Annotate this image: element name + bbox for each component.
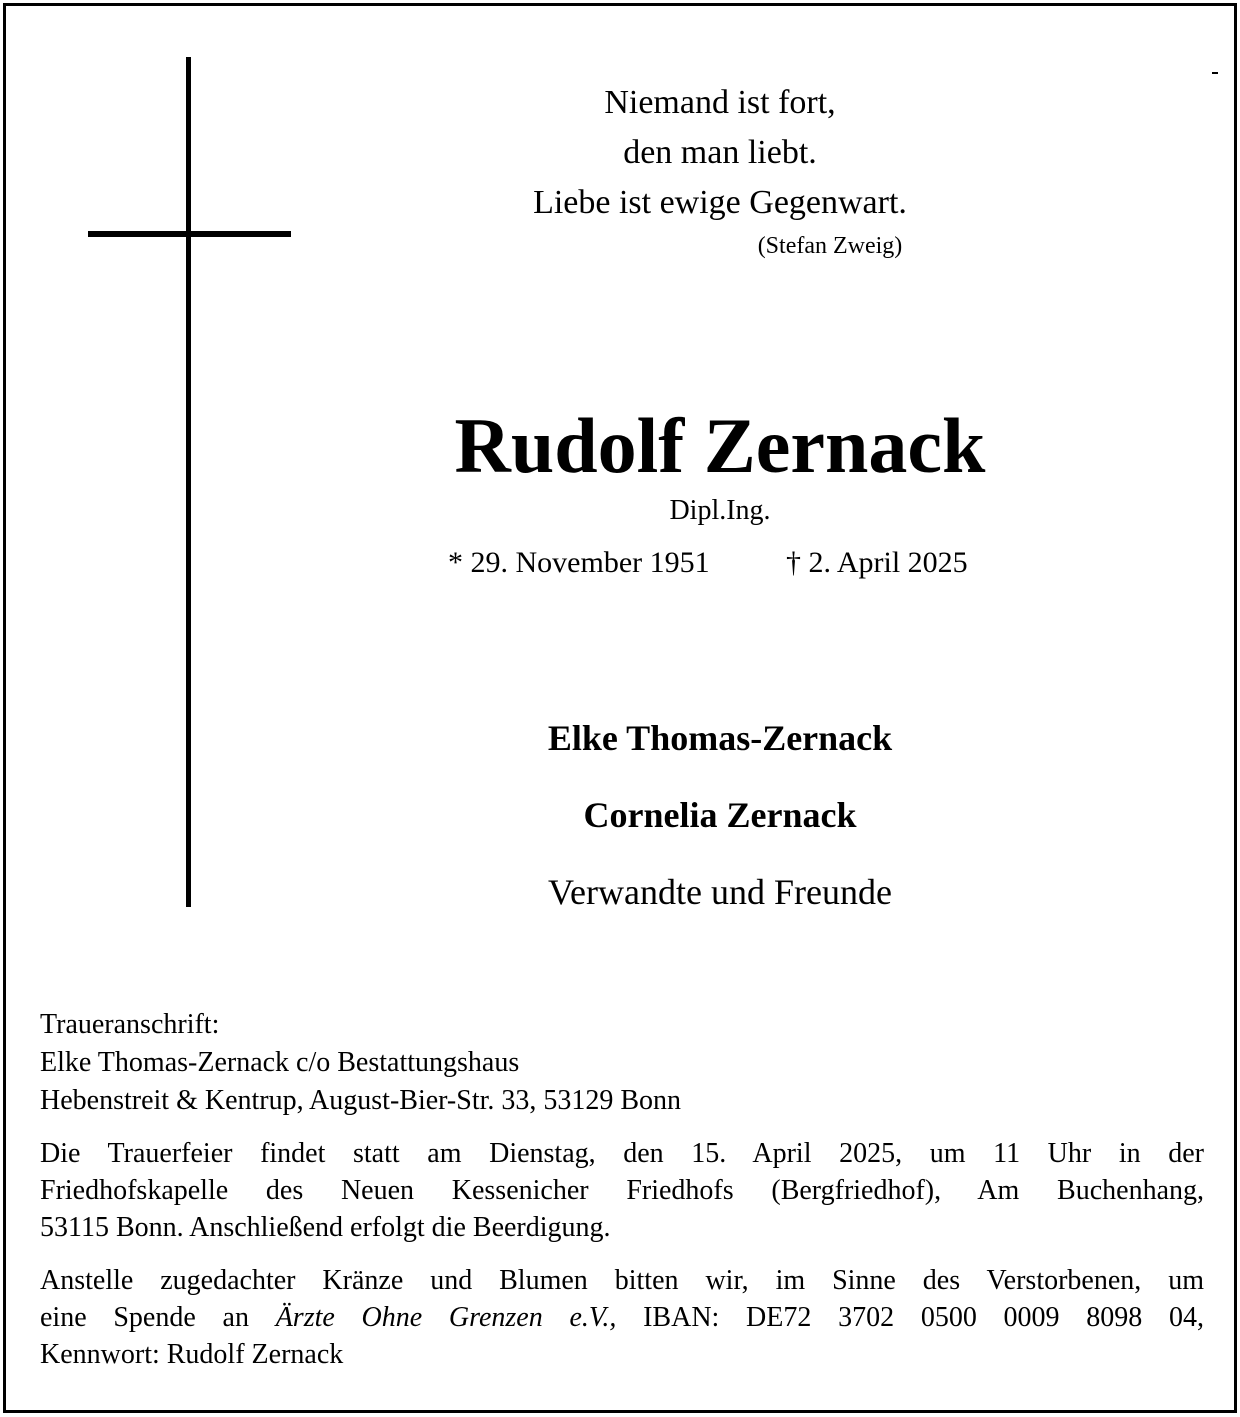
- donation-line: Kennwort: Rudolf Zernack: [40, 1339, 344, 1370]
- mourner-name: Cornelia Zernack: [583, 795, 857, 835]
- address-line: Elke Thomas-Zernack c/o Bestattungshaus: [40, 1047, 520, 1078]
- donation-paragraph: [40, 1262, 1204, 1373]
- mourner-name: Elke Thomas-Zernack: [547, 718, 893, 758]
- ceremony-line: Die Trauerfeier findet statt am Dienstag, den 15. April 2025, um 11 Uhr in der: [40, 1138, 1204, 1169]
- quote-line: Niemand ist fort,: [604, 84, 836, 121]
- address-line: Hebenstreit & Kentrup, August-Bier-Str. 33, 53129 Bonn: [40, 1085, 682, 1116]
- address-label: Traueranschrift:: [40, 1009, 220, 1040]
- deceased-name: Rudolf Zernack: [454, 402, 986, 489]
- ceremony-line: 53115 Bonn. Anschließend erfolgt die Beerdigung.: [40, 1212, 611, 1243]
- death-date: † 2. April 2025: [786, 546, 968, 579]
- ceremony-line: Friedhofskapelle des Neuen Kessenicher Friedhofs (Bergfriedhof), Am Buchenhang,: [40, 1175, 1204, 1206]
- quote-author: (Stefan Zweig): [757, 233, 903, 259]
- quote-line: den man liebt.: [623, 134, 817, 171]
- cross-icon: [186, 57, 191, 907]
- donation-prefix: eine Spende an: [40, 1302, 249, 1333]
- quote: [440, 78, 1000, 228]
- print-mark: [1212, 72, 1218, 74]
- mourning-address: [40, 1006, 1040, 1120]
- quote-line: Liebe ist ewige Gegenwart.: [533, 184, 907, 221]
- birth-date: * 29. November 1951: [448, 546, 710, 579]
- donation-line: [40, 1299, 1204, 1336]
- donation-line: Anstelle zugedachter Kränze und Blumen bitten wir, im Sinne des Verstorbenen, um: [40, 1265, 1204, 1296]
- donation-organization: Ärzte Ohne Grenzen e.V.,: [275, 1302, 617, 1333]
- cross-icon-bar: [88, 231, 291, 237]
- ceremony-paragraph: [40, 1135, 1204, 1246]
- donation-iban: IBAN: DE72 3702 0500 0009 8098 04,: [643, 1302, 1205, 1333]
- mourner-group: Verwandte und Freunde: [548, 872, 892, 912]
- deceased-title: Dipl.Ing.: [669, 495, 771, 526]
